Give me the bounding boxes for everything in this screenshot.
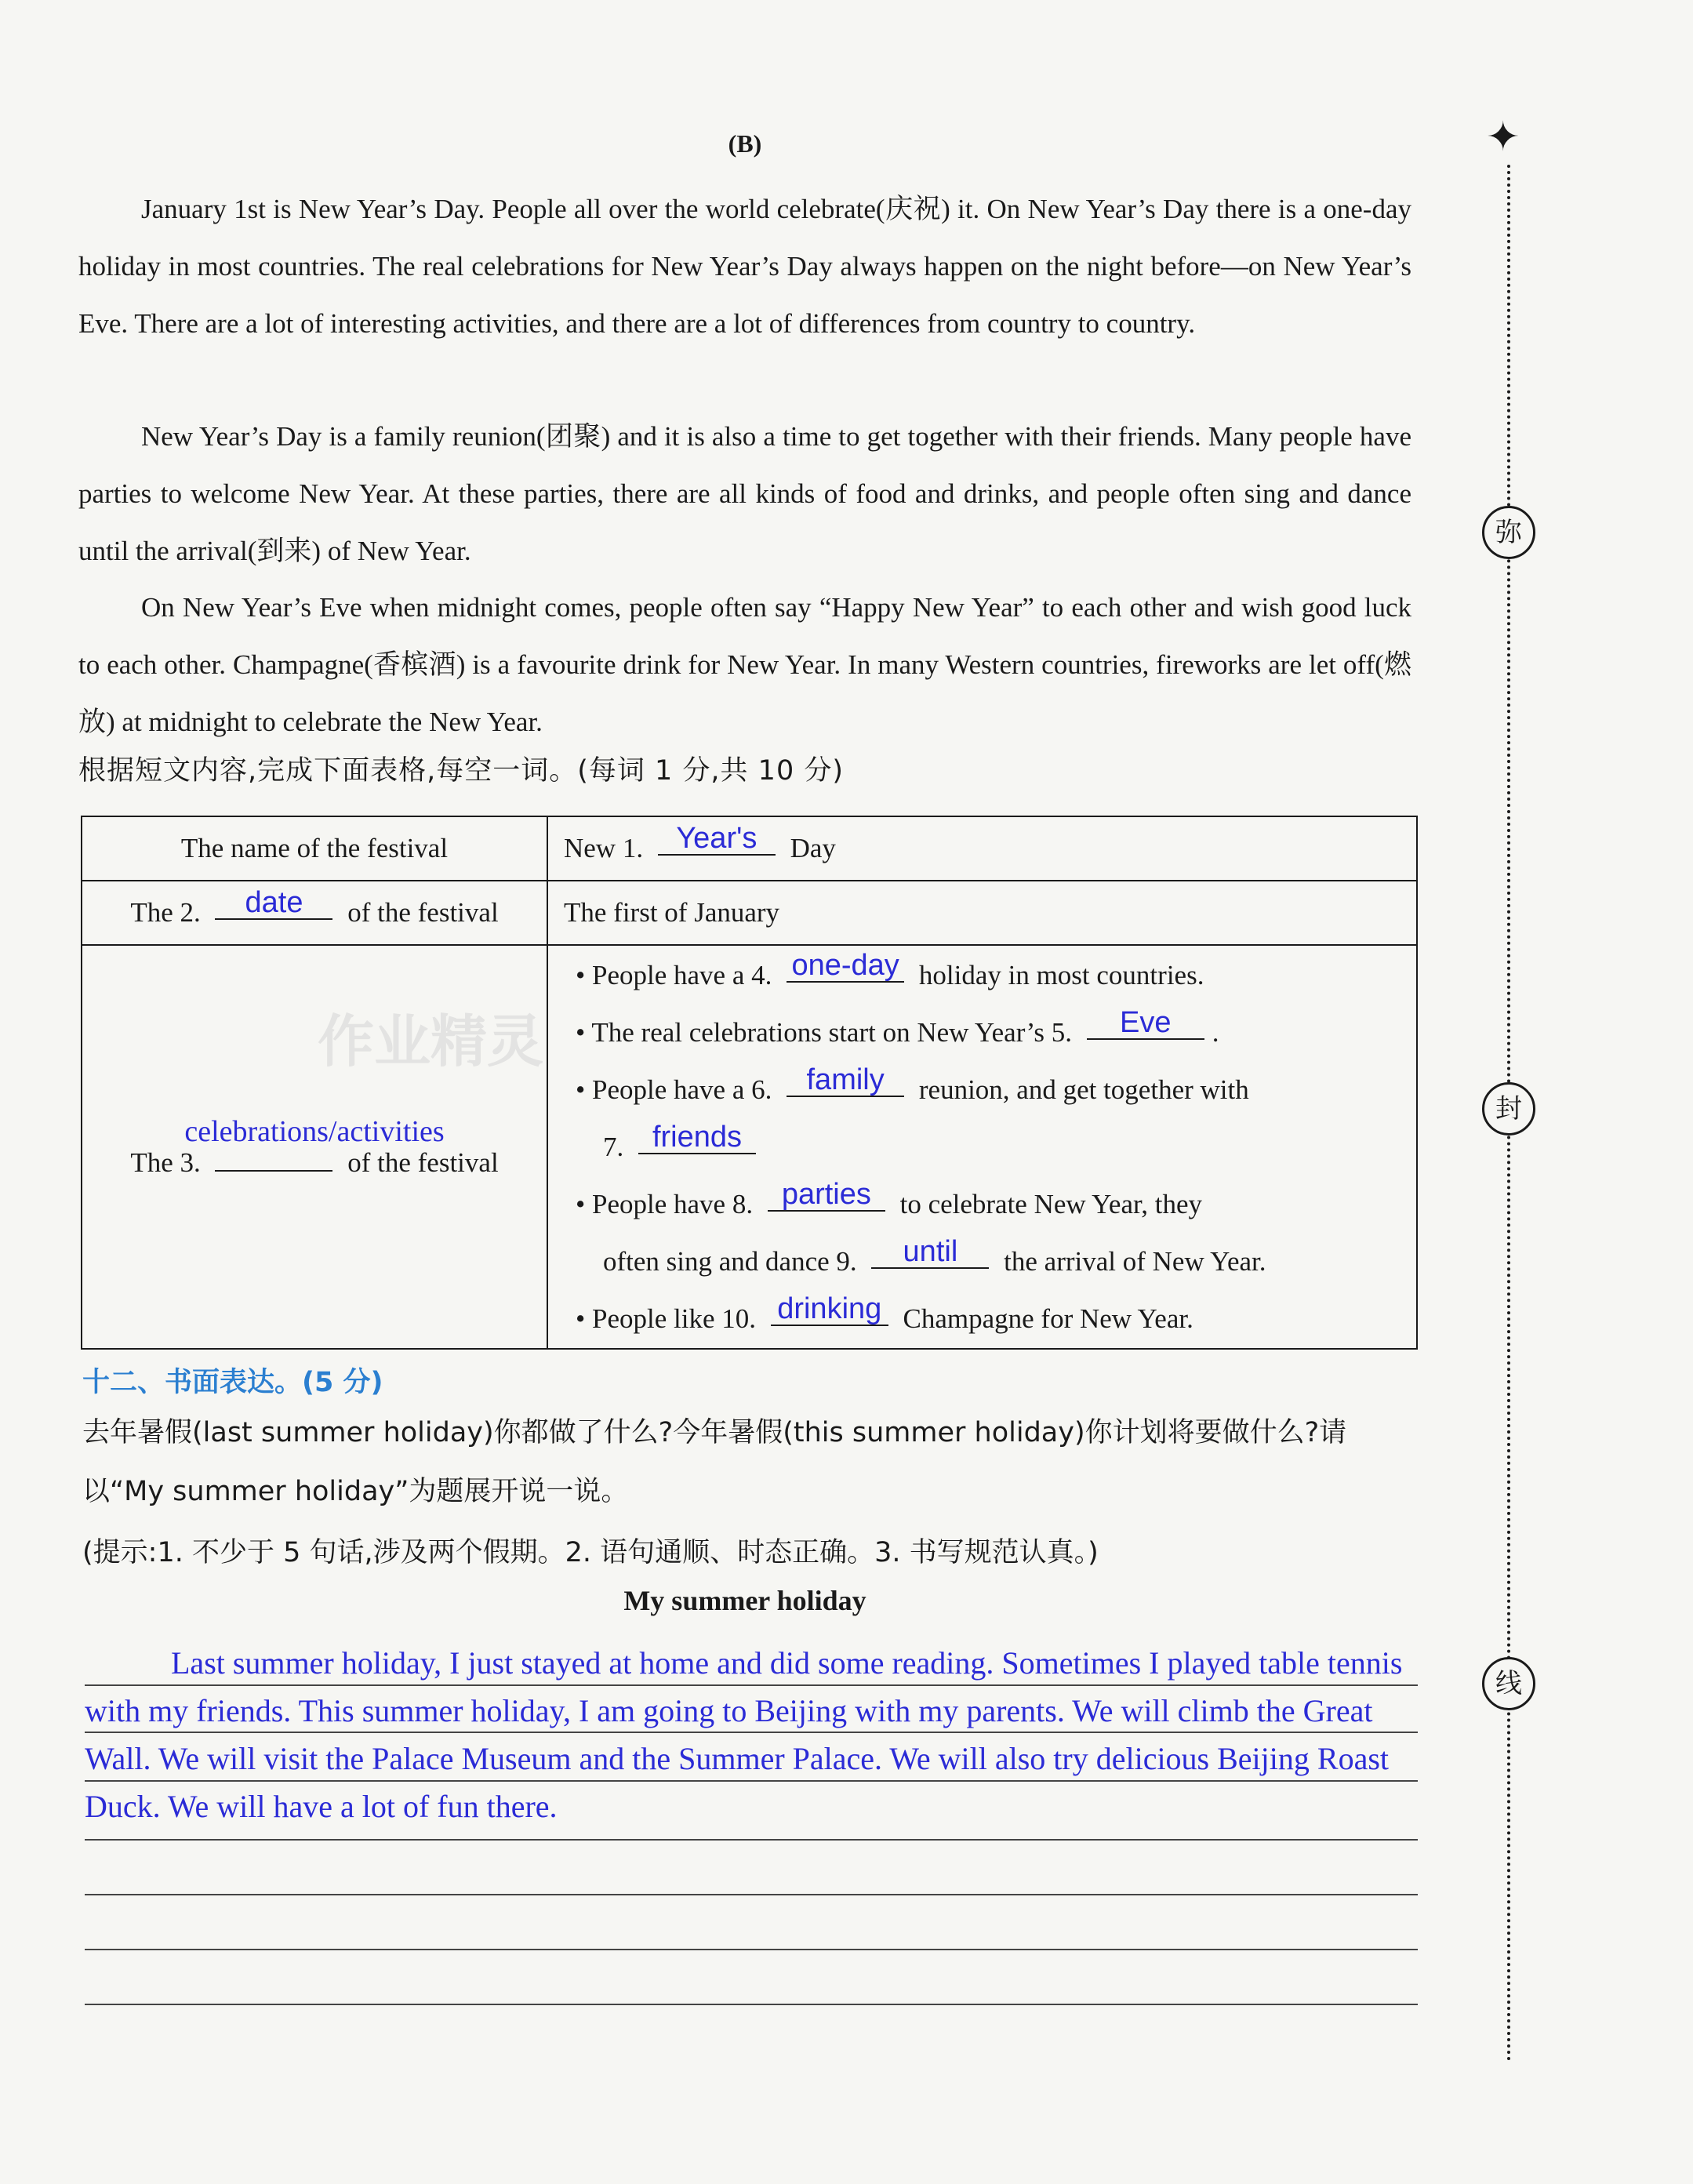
- cell-text: of the festival: [347, 1147, 499, 1178]
- festival-activities-label: [82, 945, 547, 1349]
- ruled-line: [85, 1839, 1418, 1841]
- cell-text: • The real celebrations start on New Year’s 5.: [576, 1017, 1073, 1048]
- festival-name-label: The name of the festival: [82, 816, 547, 881]
- watermark: 作业精灵: [318, 1008, 544, 1074]
- cell-text: • People have a 6.: [576, 1074, 772, 1105]
- cell-text: The 3.: [130, 1147, 201, 1178]
- answer-10[interactable]: drinking: [771, 1293, 888, 1326]
- ruled-line: [85, 2004, 1418, 2005]
- essay-title: My summer holiday: [623, 1585, 866, 1616]
- answer-6[interactable]: family: [787, 1064, 904, 1097]
- ruled-line: [85, 1949, 1418, 1950]
- seal-feng: 封: [1482, 1082, 1535, 1136]
- cell-text: • People have 8.: [576, 1189, 754, 1219]
- passage-paragraph-3: On New Year’s Eve when midnight comes, people often say “Happy New Year” to each other and wish good luck to each other. Champagne(香槟酒) is a favourite drink for New Year. In many Western countries, fireworks are let off(燃放) at midnight to celebrate the New Year.: [78, 592, 1411, 737]
- writing-hints: (提示:1. 不少于 5 句话,涉及两个假期。2. 语句通顺、时态正确。3. 书写规范认真。): [82, 1537, 1099, 1568]
- essay-text[interactable]: Last summer holiday, I just stayed at home and did some reading. Sometimes I played table tennis with my friends. This summer holiday, I am going to Beijing with my parents. We will climb the Great Wall. We will visit the Palace Museum and the Summer Palace. We will also try delicious Beijing Roast Duck. We will have a lot of fun there.: [85, 1645, 1403, 1824]
- festival-table: [81, 816, 1418, 1350]
- answer-3-line: [215, 1170, 332, 1172]
- passage-paragraph-2: New Year’s Day is a family reunion(团聚) and it is also a time to get together with their friends. Many people have parties to welcome New Year. At these parties, there are all kinds of food and drinks, and people often sing and dance until the arrival(到来) of New Year.: [78, 421, 1411, 566]
- writing-prompt: 去年暑假(last summer holiday)你都做了什么?今年暑假(this summer holiday)你计划将要做什么?请以“My summer holiday”为题展开说一说。: [82, 1417, 1347, 1507]
- festival-date-label: [82, 881, 547, 945]
- bullet-9: [564, 1233, 1415, 1290]
- answer-5[interactable]: Eve: [1087, 1007, 1204, 1040]
- table-instruction: 根据短文内容,完成下面表格,每空一词。(每词 1 分,共 10 分): [78, 755, 844, 787]
- writing-heading: 十二、书面表达。(5 分): [82, 1367, 383, 1398]
- cell-text: of the festival: [347, 897, 499, 928]
- star-icon: ✦: [1486, 115, 1520, 160]
- answer-1[interactable]: Year's: [658, 823, 776, 856]
- seal-xian: 线: [1482, 1657, 1535, 1710]
- cell-text: New 1.: [564, 833, 644, 863]
- festival-activities-cell: [547, 945, 1417, 1349]
- bullet-8: [564, 1176, 1415, 1233]
- answer-9[interactable]: until: [871, 1236, 989, 1269]
- answer-7[interactable]: friends: [638, 1121, 756, 1154]
- festival-date-cell: The first of January: [547, 881, 1417, 945]
- cell-text: Day: [790, 833, 836, 863]
- cell-text: the arrival of New Year.: [1004, 1246, 1266, 1277]
- cell-text: The 2.: [130, 897, 201, 928]
- answer-3[interactable]: celebrations/activities: [184, 1114, 445, 1148]
- bullet-10: [564, 1290, 1415, 1347]
- cell-text: 7.: [603, 1132, 624, 1162]
- cell-text: • People like 10.: [576, 1303, 756, 1334]
- cell-text: to celebrate New Year, they: [899, 1189, 1202, 1219]
- cell-text: Champagne for New Year.: [903, 1303, 1193, 1334]
- cell-text: often sing and dance 9.: [603, 1246, 857, 1277]
- bullet-7: [564, 1118, 1415, 1176]
- cell-text: .: [1212, 1017, 1219, 1048]
- bullet-5: [564, 1004, 1415, 1061]
- seal-mi: 弥: [1482, 506, 1535, 559]
- ruled-line: [85, 1894, 1418, 1895]
- bullet-6: [564, 1061, 1415, 1118]
- cell-text: holiday in most countries.: [918, 960, 1204, 990]
- cell-text: • People have a 4.: [576, 960, 772, 990]
- passage-paragraph-1: January 1st is New Year’s Day. People all over the world celebrate(庆祝) it. On New Year’s Day there is a one-day holiday in most countries. The real celebrations for New Year’s Day always happen on the night before—on New Year’s Eve. There are a lot of interesting activities, and there are a lot of differences from country to country.: [78, 194, 1411, 339]
- section-label: (B): [728, 129, 762, 158]
- answer-2[interactable]: date: [215, 887, 332, 920]
- answer-8[interactable]: parties: [768, 1179, 885, 1212]
- cell-text: reunion, and get together with: [918, 1074, 1249, 1105]
- festival-name-cell: [547, 816, 1417, 881]
- bullet-4: [564, 947, 1415, 1004]
- answer-4[interactable]: one-day: [787, 950, 904, 983]
